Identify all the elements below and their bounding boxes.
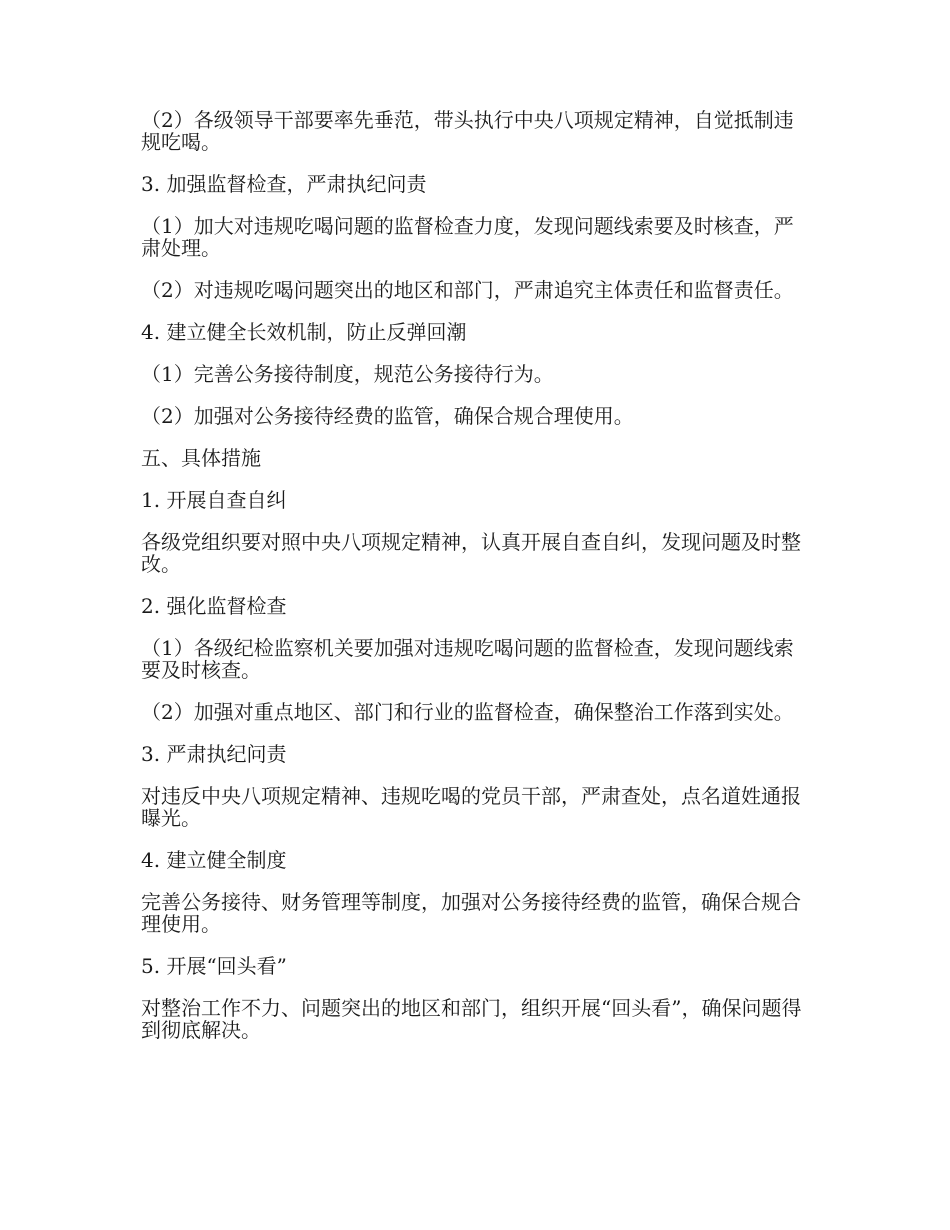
paragraph-leader-example: （2）各级领导干部要率先垂范，带头执行中央八项规定精神，自觉抵制违规吃喝。: [141, 108, 794, 154]
paragraph-self-inspection: 各级党组织要对照中央八项规定精神，认真开展自查自纠，发现问题及时整改。: [141, 530, 801, 576]
paragraph-strengthen-supervision-2: （2）加强对重点地区、部门和行业的监督检查，确保整治工作落到实处。: [141, 700, 794, 724]
paragraph-accountability: 对违反中央八项规定精神、违规吃喝的党员干部，严肃查处，点名道姓通报曝光。: [141, 784, 801, 830]
heading-supervision: 3. 加强监督检查，严肃执纪问责: [141, 172, 427, 196]
paragraph-supervision-2: （2）对违规吃喝问题突出的地区和部门，严肃追究主体责任和监督责任。: [141, 278, 794, 302]
paragraph-strengthen-supervision-1: （1）各级纪检监察机关要加强对违规吃喝问题的监督检查，发现问题线索要及时核查。: [141, 636, 794, 682]
paragraph-improve-systems: 完善公务接待、财务管理等制度，加强对公务接待经费的监管，确保合规合理使用。: [141, 890, 801, 936]
heading-accountability: 3. 严肃执纪问责: [141, 742, 287, 766]
heading-self-inspection: 1. 开展自查自纠: [141, 488, 287, 512]
paragraph-supervision-1: （1）加大对违规吃喝问题的监督检查力度，发现问题线索要及时核查，严肃处理。: [141, 214, 794, 260]
heading-long-term-mechanism: 4. 建立健全长效机制，防止反弹回潮: [141, 320, 467, 344]
heading-look-back: 5. 开展“回头看”: [141, 954, 287, 978]
heading-improve-systems: 4. 建立健全制度: [141, 848, 287, 872]
document-body: [141, 109, 811, 1061]
section-heading-measures: 五、具体措施: [141, 446, 261, 470]
heading-strengthen-supervision: 2. 强化监督检查: [141, 594, 287, 618]
paragraph-look-back: 对整治工作不力、问题突出的地区和部门，组织开展“回头看”，确保问题得到彻底解决。: [141, 996, 802, 1042]
paragraph-mechanism-1: （1）完善公务接待制度，规范公务接待行为。: [141, 362, 554, 386]
paragraph-mechanism-2: （2）加强对公务接待经费的监管，确保合规合理使用。: [141, 404, 634, 428]
